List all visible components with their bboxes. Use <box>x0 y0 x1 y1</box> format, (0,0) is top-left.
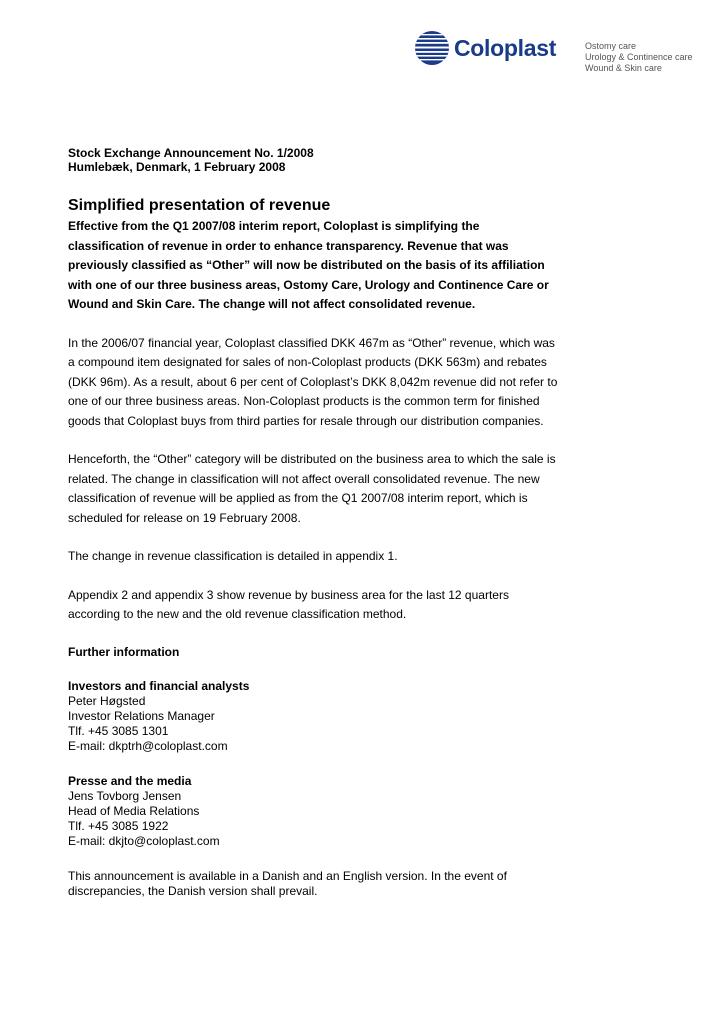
contact-block-media <box>68 774 558 849</box>
contact-name: Jens Tovborg Jensen <box>68 788 182 803</box>
contact-block-investors <box>68 679 558 754</box>
contact-role: Investor Relations Manager <box>68 708 215 723</box>
lead-paragraph: Effective from the Q1 2007/08 interim report, Coloplast is simplifying the classification of revenue in order to enhance transparency. Revenue that was previously classified as “Other” will now be distributed on the basis of its affiliation with one of our three business areas, Ostomy Care, Urology and Continence Care or Wound and Skin Care. The change will not affect consolidated revenue. <box>68 219 549 311</box>
further-info-heading: Further information <box>68 644 180 659</box>
contact-email: E-mail: dkptrh@coloplast.com <box>68 738 228 753</box>
paragraph: Appendix 2 and appendix 3 show revenue by business area for the last 12 quarters according to the new and the old revenue classification method. <box>68 587 509 621</box>
paragraph: The change in revenue classification is detailed in appendix 1. <box>68 549 398 563</box>
logo-wordmark: Coloplast <box>454 34 557 61</box>
coloplast-logo <box>414 30 556 66</box>
tagline: Wound & Skin care <box>585 63 662 73</box>
language-footnote: This announcement is available in a Danish and an English version. In the event of discrepancies, the Danish version shall prevail. <box>68 868 507 898</box>
announcement-place-date: Humlebæk, Denmark, 1 February 2008 <box>68 160 286 174</box>
page-title: Simplified presentation of revenue <box>68 197 331 214</box>
contact-email: E-mail: dkjto@coloplast.com <box>68 833 220 848</box>
paragraph: Henceforth, the “Other” category will be distributed on the business area to which the sale is related. The change in classification will not affect overall consolidated revenue. The new classification of revenue will be applied as from the Q1 2007/08 interim report, which is scheduled for release on 19 February 2008. <box>68 452 556 525</box>
tagline: Urology & Continence care <box>585 52 693 62</box>
contact-name: Peter Høgsted <box>68 693 146 708</box>
contact-phone: Tlf. +45 3085 1922 <box>68 818 169 833</box>
coloplast-globe-icon <box>414 30 450 66</box>
contact-group: Investors and financial analysts <box>68 678 250 693</box>
paragraph: In the 2006/07 financial year, Coloplast classified DKK 467m as “Other” revenue, which was a compound item designated for sales of non-Coloplast products (DKK 563m) and rebates (DKK 96m). As a result, about 6 per cent of Coloplast’s DKK 8,042m revenue did not refer to one of our three business areas. Non-Coloplast products is the common term for finished goods that Coloplast buys from third parties for resale through our distribution companies. <box>68 335 558 428</box>
contact-phone: Tlf. +45 3085 1301 <box>68 723 169 738</box>
contact-role: Head of Media Relations <box>68 803 200 818</box>
brand-taglines <box>585 41 693 74</box>
contact-group: Presse and the media <box>68 773 192 788</box>
announcement-number: Stock Exchange Announcement No. 1/2008 <box>68 146 314 160</box>
tagline: Ostomy care <box>585 41 637 51</box>
announcement-body <box>68 146 558 899</box>
